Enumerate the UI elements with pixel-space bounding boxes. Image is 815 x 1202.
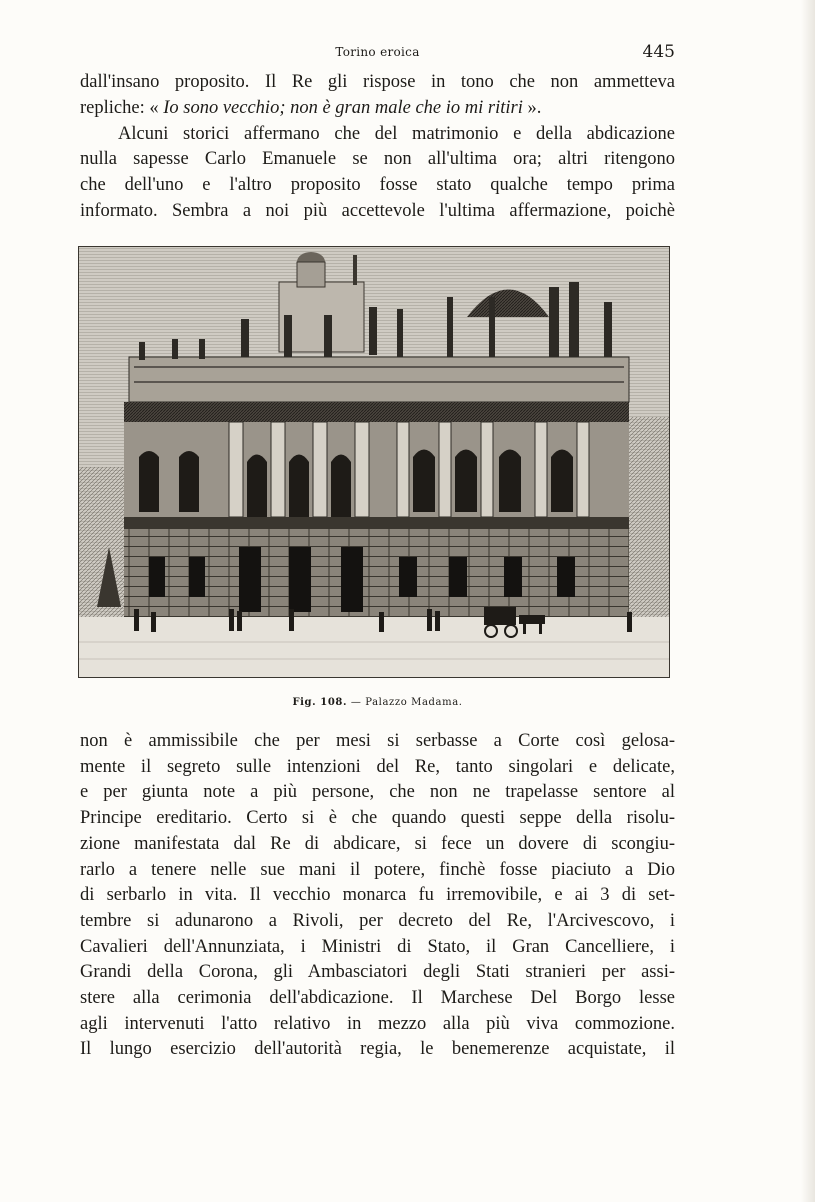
text-line: stere alla cerimonia dell'abdicazione. Il Marchese Del Borgo lesse: [80, 988, 675, 1009]
palazzo-madama-engraving: [78, 246, 670, 678]
text-line: di serbarlo in vita. Il vecchio monarca fu irremovibile, e ai 3 di set-: [80, 885, 675, 906]
piazza: [79, 617, 669, 677]
text-line: rarlo a tenere nelle sue mani il potere, finchè fosse piaciuto a Dio: [80, 859, 675, 880]
text-segment: ».: [522, 97, 542, 118]
running-head: [80, 42, 675, 62]
text-line: non è ammissibile che per mesi si serbasse a Corte così gelosa-: [80, 731, 675, 751]
paragraph-continuation: [80, 70, 675, 121]
text-line: Grandi della Corona, gli Ambasciatori degli Stati stranieri per assi-: [80, 962, 675, 983]
side-building-right: [624, 417, 669, 627]
text-line: Principe ereditario. Certo si è che quando questi seppe della risolu-: [80, 808, 675, 829]
columns: [229, 422, 589, 517]
entablature: [124, 402, 629, 422]
text-line: dall'insano proposito. Il Re gli rispose in tono che non ammetteva: [80, 72, 675, 92]
text-line: tembre si adunarono a Rivoli, per decreto del Re, l'Arcivescovo, i: [80, 910, 675, 931]
text-line: Cavalieri dell'Annunziata, i Ministri di Stato, il Gran Cancelliere, i: [80, 936, 675, 957]
upper-balustrade: [129, 357, 629, 402]
figure-caption: [80, 697, 675, 708]
text-line: informato. Sembra a noi più accettevole l'ultima affermazione, poichè: [80, 200, 675, 221]
page-number: 445: [642, 42, 675, 62]
text-line: agli intervenuti l'atto relativo in mezzo alla più viva commozione.: [80, 1013, 675, 1034]
caption-dash: —: [347, 697, 366, 708]
running-title: Torino eroica: [335, 45, 420, 59]
text-segment: repliche: «: [80, 97, 164, 118]
text-line: e per giunta note a più persone, che non ne trapelasse sentore al: [80, 782, 675, 803]
text-line: Il lungo esercizio dell'autorità regia, le benemerenze acquistate, il: [80, 1039, 675, 1060]
paragraph-abdication: [80, 729, 675, 1063]
text-line: mente il segreto sulle intenzioni del Re, tanto singolari e delicate,: [80, 756, 675, 777]
text-line: Alcuni storici affermano che del matrimonio e della abdicazione: [118, 123, 675, 144]
text-line: nulla sapesse Carlo Emanuele se non all'ultima ora; altri ritengono: [80, 149, 675, 170]
text-line: [80, 96, 675, 122]
figure-number: Fig. 108.: [292, 697, 348, 708]
balcony: [124, 517, 629, 529]
figure-title: Palazzo Madama.: [365, 697, 463, 708]
paragraph-historians: [80, 122, 675, 225]
text-line: che dell'uno e l'altro proposito fosse stato qualche tempo prima: [80, 174, 675, 195]
palazzo-madama-illustration: [79, 247, 669, 677]
page-gutter-shadow: [801, 0, 815, 1202]
royal-quote: Io sono vecchio; non è gran male che io mi ritiri: [163, 97, 523, 118]
text-line: zione manifestata dal Re di abdicare, si fece un dovere di scongiu-: [80, 833, 675, 854]
